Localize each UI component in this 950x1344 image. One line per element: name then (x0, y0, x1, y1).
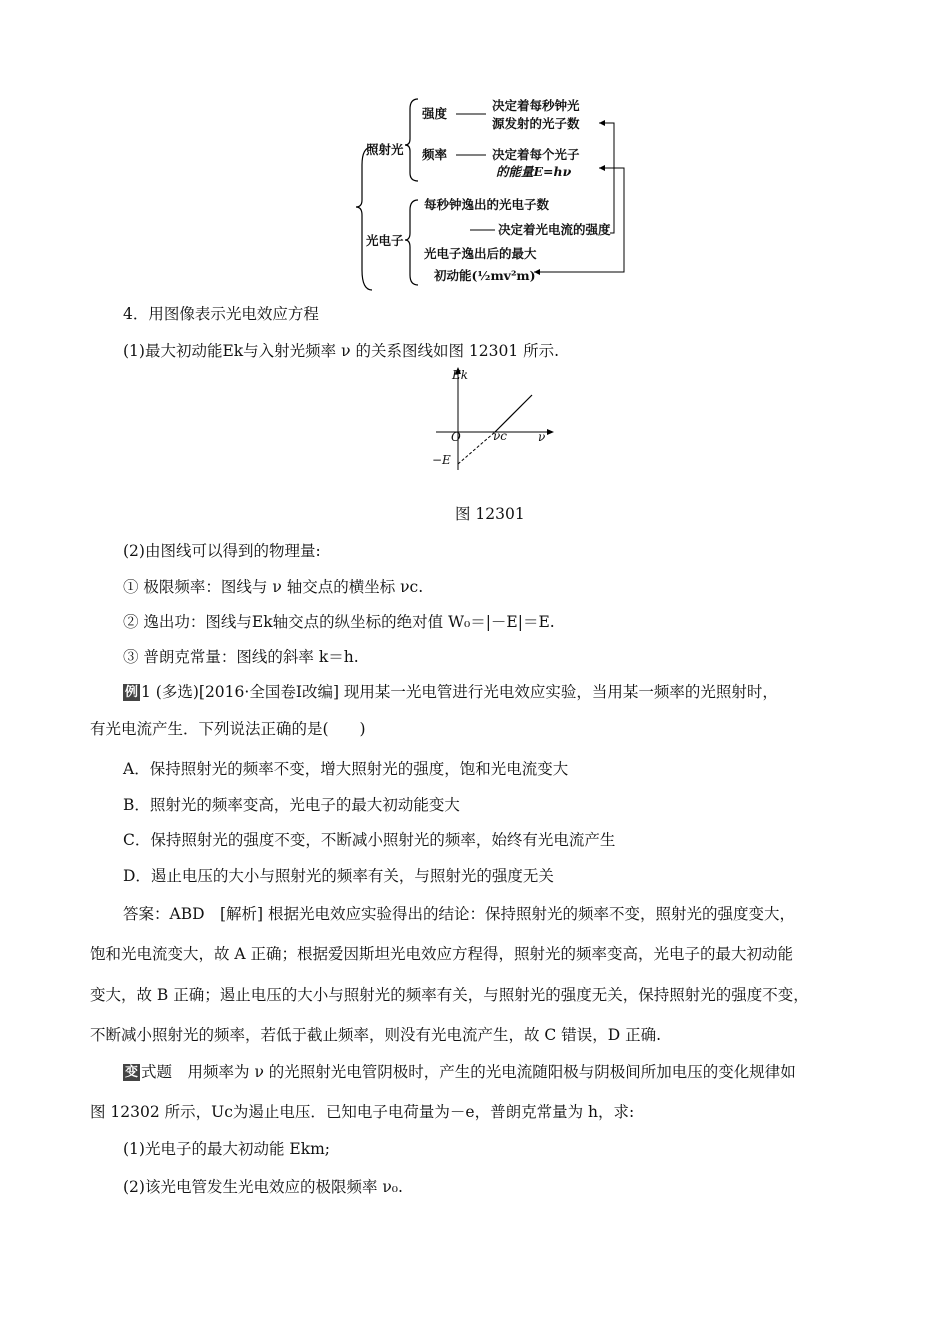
section-4-title: 4．用图像表示光电效应方程 (123, 305, 319, 323)
question-2: (2)该光电管发生光电效应的极限频率 ν₀. (123, 1178, 403, 1196)
pe-item2-line2: 初动能(½mv²m) (434, 268, 536, 283)
pe-item2-line1: 光电子逸出后的最大 (424, 246, 537, 261)
answer-line-1: 答案：ABD [解析] 根据光电效应实验得出的结论：保持照射光的频率不变，照射光的强度变大， (123, 905, 796, 923)
sub-item-1: (1)最大初动能Ek与入射光频率 ν 的关系图线如图 12301 所示. (123, 342, 560, 360)
ek-frequency-graph (430, 365, 560, 475)
question-1: (1)光电子的最大初动能 Ekm; (123, 1140, 331, 1158)
ylabel-ek: Ek (452, 368, 469, 382)
pe-item1-result: 决定着光电流的强度 (498, 222, 611, 237)
intensity-label: 强度 (422, 106, 448, 121)
frequency-result-2: 的能量E=hν (496, 164, 572, 179)
variant-line-1 (123, 1061, 796, 1083)
answer-line-3: 变大，故 B 正确；遏止电压的大小与照射光的频率有关，与照射光的强度无关，保持照射光的强度不变， (90, 986, 809, 1004)
intensity-result-1: 决定着每秒钟光 (492, 98, 580, 113)
neg-e-label: −E (432, 453, 451, 467)
dashed-line (458, 432, 495, 464)
quantity-item-2: ② 逸出功：图线与Ek轴交点的纵坐标的绝对值 W₀＝|－E|＝E. (123, 613, 555, 631)
example-line-1 (123, 681, 778, 703)
quantity-item-3: ③ 普朗克常量：图线的斜率 k＝h. (123, 648, 359, 666)
intensity-result-2: 源发射的光子数 (492, 116, 580, 131)
answer-line-2: 饱和光电流变大，故 A 正确；根据爱因斯坦光电效应方程得，照射光的频率变高，光电子的最大初动能 (90, 945, 794, 963)
variant-mark: 变 (125, 1065, 139, 1080)
photoelectron-label: 光电子 (366, 233, 404, 248)
example-mark: 例 (125, 685, 139, 700)
variant-line-2: 图 12302 所示，Uc为遏止电压．已知电子电荷量为－e，普朗克常量为 h，求: (90, 1103, 635, 1121)
quantity-item-1: ① 极限频率：图线与 ν 轴交点的横坐标 νc. (123, 578, 424, 596)
answer-line-4: 不断减小照射光的频率，若低于截止频率，则没有光电流产生，故 C 错误，D 正确. (90, 1026, 661, 1044)
variant-text-1: 式题 用频率为 ν 的光照射光电管阴极时，产生的光电流随阳极与阴极间所加电压的变化规律如 (141, 1063, 796, 1081)
solid-line (495, 395, 532, 432)
option-c: C．保持照射光的强度不变，不断减小照射光的频率，始终有光电流产生 (123, 831, 616, 849)
origin-label: O (451, 430, 461, 444)
xlabel-nu: ν (538, 430, 546, 444)
sub-item-2: (2)由图线可以得到的物理量: (123, 542, 321, 560)
option-d: D．遏止电压的大小与照射光的频率有关，与照射光的强度无关 (123, 867, 554, 885)
frequency-label: 频率 (422, 147, 448, 162)
light-label: 照射光 (366, 142, 404, 157)
figure-caption: 图 12301 (455, 505, 525, 523)
option-b: B．照射光的频率变高，光电子的最大初动能变大 (123, 796, 460, 814)
option-a: A．保持照射光的频率不变，增大照射光的强度，饱和光电流变大 (123, 760, 569, 778)
concept-diagram (352, 95, 642, 295)
pe-item1: 每秒钟逸出的光电子数 (424, 197, 550, 212)
frequency-result-1: 决定着每个光子 (492, 147, 580, 162)
x-axis-arrow (547, 429, 554, 435)
nu-c-label: νc (493, 429, 508, 443)
example-text-1: 1 (多选)[2016·全国卷Ⅰ改编] 现用某一光电管进行光电效应实验，当用某一频率的光照射时， (141, 683, 778, 701)
example-line-2: 有光电流产生．下列说法正确的是( ) (90, 720, 366, 738)
